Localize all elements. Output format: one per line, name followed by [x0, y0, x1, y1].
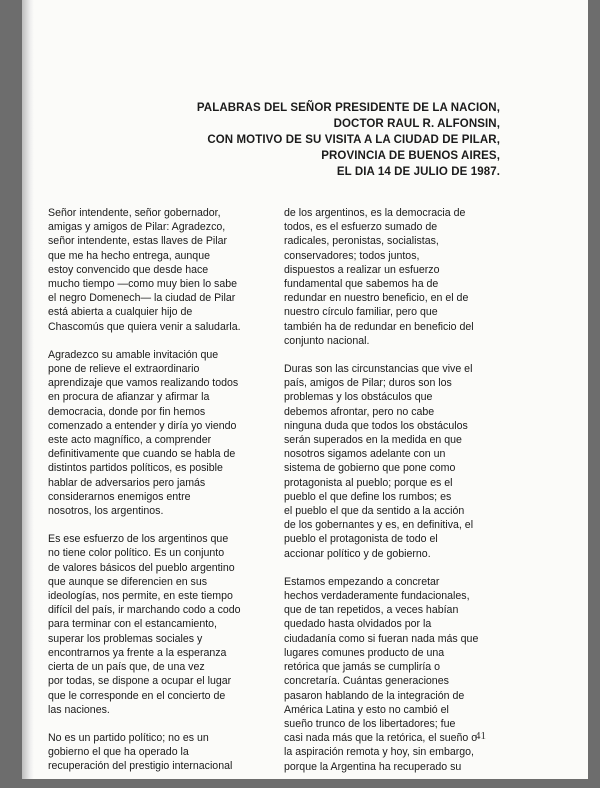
speech-title — [197, 100, 500, 180]
text-line: de valores básicos del pueblo argentino — [48, 561, 235, 574]
text-line: Chascomús que quiera venir a saludarla. — [48, 320, 241, 333]
text-line: Señor intendente, señor gobernador, — [48, 207, 221, 219]
text-line: accionar político y de gobierno. — [284, 547, 431, 560]
text-line: nosotros, los argentinos. — [48, 505, 164, 518]
text-line: fundamental que sabemos ha de — [284, 278, 439, 291]
text-line: radicales, peronistas, socialistas, — [284, 235, 439, 248]
text-line: No es un partido político; no es un — [48, 731, 209, 744]
paragraph — [48, 532, 263, 717]
text-line: cierta de un país que, de una vez — [48, 661, 205, 674]
text-line: protagonista al pueblo; porque es el — [284, 476, 453, 489]
text-line: debemos afrontar, pero no cabe — [284, 405, 435, 418]
text-line: hechos verdaderamente fundacionales, — [284, 590, 470, 603]
text-line: que me ha hecho entrega, aunque — [48, 249, 210, 262]
text-line: considerarnos enemigos entre — [48, 490, 191, 503]
text-line: pasaron hablando de la integración de — [284, 689, 465, 702]
title-line: PROVINCIA DE BUENOS AIRES, — [321, 150, 500, 162]
text-line: aprendizaje que vamos realizando todos — [48, 377, 239, 390]
text-line: pone de relieve el extraordinario — [48, 363, 200, 376]
text-line: definitivamente que cuando se habla de — [48, 448, 236, 461]
paragraph — [48, 731, 263, 774]
text-line: la aspiración remota y hoy, sin embargo, — [284, 746, 474, 759]
text-line: lugares comunes producto de una — [284, 646, 445, 659]
text-line: recuperación del prestigio internacional — [48, 760, 233, 773]
text-line: nuestro círculo familiar, pero que — [284, 306, 438, 319]
text-line: sistema de gobierno que pone como — [284, 462, 456, 475]
text-line: encontrarnos ya frente a la esperanza — [48, 646, 227, 659]
text-line: país, amigos de Pilar; duros son los — [284, 377, 452, 390]
text-line: quedado hasta olvidados por la — [284, 618, 432, 631]
page-number: 41 — [475, 730, 486, 742]
text-line: también ha de redundar en beneficio del — [284, 320, 474, 333]
text-line: casi nada más que la retórica, el sueño o — [284, 732, 478, 745]
paragraph — [48, 206, 263, 334]
text-line: democracia, donde por fin hemos — [48, 405, 206, 418]
title-line: CON MOTIVO DE SU VISITA A LA CIUDAD DE PILAR, — [207, 134, 500, 146]
text-line: retórica que jamás se cumpliría o — [284, 661, 441, 674]
text-line: mucho tiempo —como muy bien lo sabe — [48, 278, 238, 291]
title-line: PALABRAS DEL SEÑOR PRESIDENTE DE LA NACION, — [196, 102, 500, 114]
text-line: de los gobernantes y es, en definitiva, el — [284, 519, 474, 532]
text-line: porque la Argentina ha recuperado su — [284, 760, 462, 773]
title-line: EL DIA 14 DE JULIO DE 1987. — [336, 166, 500, 178]
text-line: ideologías, nos permite, en este tiempo — [48, 590, 233, 603]
text-line: América Latina y esto no cambió el — [284, 703, 449, 716]
text-line: nosotros sigamos adelante con un — [284, 448, 446, 461]
text-line: de los argentinos, es la democracia de — [284, 207, 466, 219]
text-line: serán superados en la medida en que — [284, 434, 462, 447]
text-line: Estamos empezando a concretar — [284, 575, 440, 588]
text-line: hablar de adversarios pero jamás — [48, 476, 206, 489]
text-line: dispuestos a realizar un esfuerzo — [284, 263, 440, 276]
text-line: ciudadanía como si fueran nada más que — [284, 632, 479, 645]
text-line: estoy convencido que desde hace — [48, 263, 209, 276]
text-line: concretaría. Cuántas generaciones — [284, 675, 449, 688]
text-line: no tiene color político. Es un conjunto — [48, 547, 225, 560]
text-line: superar los problemas sociales y — [48, 632, 203, 645]
text-line: para terminar con el estancamiento, — [48, 618, 217, 631]
text-line: difícil del país, ir marchando codo a codo — [48, 604, 241, 617]
text-line: que aunque se diferencien en sus — [48, 575, 208, 588]
text-line: el pueblo el que da sentido a la acción — [284, 505, 465, 518]
text-line: redundar en nuestro beneficio, en el de — [284, 292, 469, 305]
left-column — [48, 206, 263, 788]
text-line: este acto magnífico, a comprender — [48, 434, 212, 447]
document-page — [22, 0, 588, 779]
text-line: Duras son las circunstancias que vive el — [284, 363, 473, 376]
paragraph — [284, 362, 494, 561]
text-line: pueblo el que define los rumbos; es — [284, 490, 452, 503]
text-line: todos, es el esfuerzo sumado de — [284, 221, 438, 234]
title-line: DOCTOR RAUL R. ALFONSIN, — [333, 118, 500, 130]
text-line: que le corresponde en el concierto de — [48, 689, 226, 702]
text-line: conservadores; todos juntos, — [284, 249, 420, 262]
paragraph — [48, 348, 263, 518]
text-line: está abierta a cualquier hijo de — [48, 306, 193, 319]
text-line: gobierno el que ha operado la — [48, 746, 189, 759]
text-line: conjunto nacional. — [284, 334, 370, 347]
text-line: en procura de afianzar y afirmar la — [48, 391, 210, 404]
paragraph — [284, 206, 494, 348]
text-line: señor intendente, estas llaves de Pilar — [48, 235, 228, 248]
text-line: Es ese esfuerzo de los argentinos que — [48, 533, 229, 546]
text-line: pueblo el protagonista de todo el — [284, 533, 438, 546]
text-line: las naciones. — [48, 703, 110, 716]
text-line: el negro Domenech— la ciudad de Pilar — [48, 292, 236, 305]
right-column — [284, 206, 494, 788]
paragraph — [284, 575, 494, 774]
text-line: ninguna duda que todos los obstáculos — [284, 419, 468, 432]
text-line: distintos partidos políticos, es posible — [48, 462, 223, 475]
text-line: que de tan repetidos, a veces habían — [284, 604, 459, 617]
text-line: sueño trunco de los libertadores; fue — [284, 717, 456, 730]
text-line: problemas y los obstáculos que — [284, 391, 433, 404]
text-line: amigas y amigos de Pilar: Agradezco, — [48, 221, 226, 234]
text-line: Agradezco su amable invitación que — [48, 348, 219, 361]
text-line: por todas, se dispone a ocupar el lugar — [48, 675, 232, 688]
text-line: comenzado a entender y diría yo viendo — [48, 419, 237, 432]
